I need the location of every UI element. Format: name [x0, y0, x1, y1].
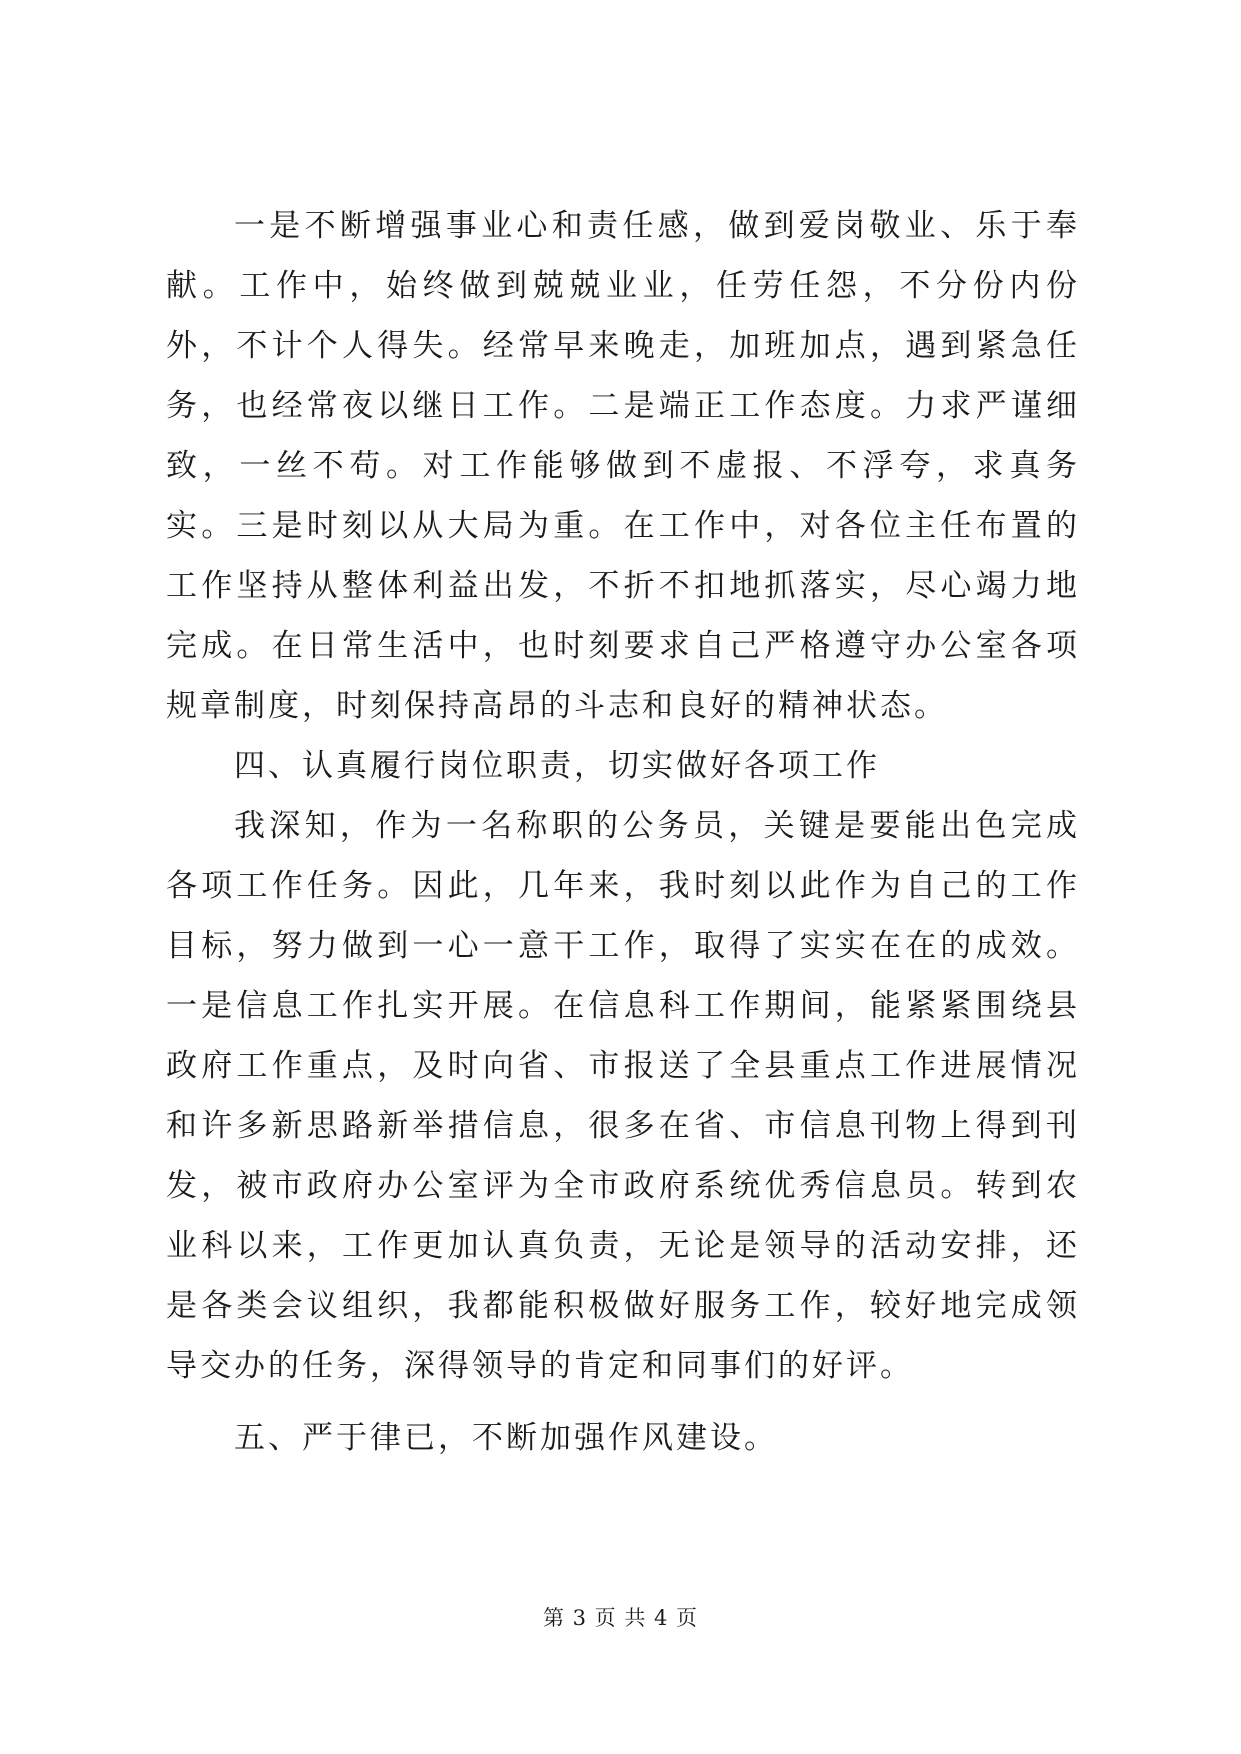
body-paragraph: 我深知，作为一名称职的公务员，关键是要能出色完成各项工作任务。因此，几年来，我时刻以此作为自己的工作目标，努力做到一心一意干工作，取得了实实在在的成效。一是信息工作扎实开展。在信息科工作期间，能紧紧围绕县政府工作重点，及时向省、市报送了全县重点工作进展情况和许多新思路新举措信息，很多在省、市信息刊物上得到刊发，被市政府办公室评为全市政府系统优秀信息员。转到农业科以来，工作更加认真负责，无论是领导的活动安排，还是各类会议组织，我都能积极做好服务工作，较好地完成领导交办的任务，深得领导的肯定和同事们的好评。 — [166, 808, 1080, 1384]
body-paragraph: 一是不断增强事业心和责任感，做到爱岗敬业、乐于奉献。工作中，始终做到兢兢业业，任劳任怨，不分份内份外，不计个人得失。经常早来晚走，加班加点，遇到紧急任务，也经常夜以继日工作。二是端正工作态度。力求严谨细致，一丝不苟。对工作能够做到不虚报、不浮夸，求真务实。三是时刻以从大局为重。在工作中，对各位主任布置的工作坚持从整体利益出发，不折不扣地抓落实，尽心竭力地完成。在日常生活中，也时刻要求自己严格遵守办公室各项规章制度，时刻保持高昂的斗志和良好的精神状态。 — [166, 208, 1080, 724]
document-body — [166, 196, 1080, 1468]
section-heading: 五、严于律已，不断加强作风建设。 — [234, 1420, 778, 1456]
section-heading: 四、认真履行岗位职责，切实做好各项工作 — [234, 748, 880, 784]
page-footer: 第 3 页 共 4 页 — [542, 1606, 699, 1630]
